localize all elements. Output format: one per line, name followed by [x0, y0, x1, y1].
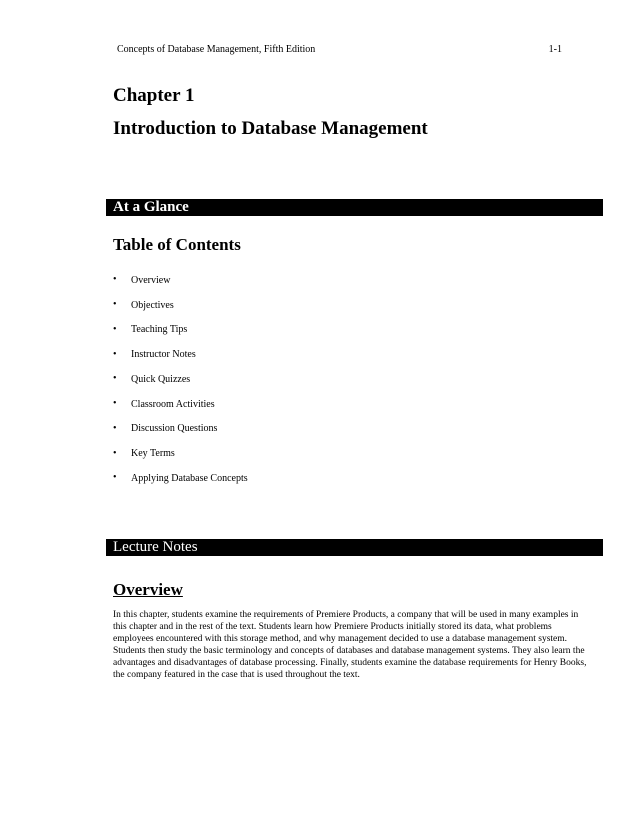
running-header [117, 44, 562, 56]
chapter-title: Introduction to Database Management [113, 118, 428, 139]
toc-item-label: Discussion Questions [131, 423, 218, 435]
toc-item-label: Objectives [131, 299, 174, 311]
bullet-icon: • [113, 299, 117, 311]
toc-list [113, 268, 248, 491]
toc-item-teaching-tips [113, 318, 248, 343]
toc-item-key-terms [113, 441, 248, 466]
overview-paragraph: In this chapter, students examine the requirements of Premiere Products, a company that will be used in many examples in this chapter and in the rest of the text. Students learn how Premiere Products initially stored its data, what problems employees encountered with this storage method, and why management decided to use a database management system. Students then study the basic terminology and concepts of databases and database management systems. They also learn the advantages and disadvantages of database processing. Finally, students examine the database requirements for Henry Books, the company featured in the case that is used throughout the text. [113, 610, 587, 680]
toc-heading: Table of Contents [113, 235, 241, 254]
toc-item-overview [113, 268, 248, 293]
toc-item-label: Classroom Activities [131, 398, 215, 410]
bullet-icon: • [113, 348, 117, 360]
toc-item-quick-quizzes [113, 367, 248, 392]
toc-item-discussion-questions [113, 417, 248, 442]
bullet-icon: • [113, 323, 117, 335]
toc-item-label: Applying Database Concepts [131, 472, 248, 484]
toc-item-label: Quick Quizzes [131, 373, 191, 385]
toc-item-objectives [113, 293, 248, 318]
toc-item-label: Instructor Notes [131, 349, 196, 361]
page-number: 1-1 [548, 44, 562, 55]
bullet-icon: • [113, 373, 117, 385]
bullet-icon: • [113, 274, 117, 286]
lecture-notes-bar: Lecture Notes [106, 539, 603, 556]
bullet-icon: • [113, 422, 117, 434]
toc-item-classroom-activities [113, 392, 248, 417]
overview-heading: Overview [113, 580, 183, 599]
bullet-icon: • [113, 447, 117, 459]
bullet-icon: • [113, 472, 117, 484]
toc-item-label: Teaching Tips [131, 324, 188, 336]
chapter-number: Chapter 1 [113, 85, 195, 106]
toc-item-label: Overview [131, 274, 171, 286]
toc-item-applying-database-concepts [113, 466, 248, 491]
toc-item-label: Key Terms [131, 448, 175, 460]
toc-item-instructor-notes [113, 342, 248, 367]
at-a-glance-bar: At a Glance [106, 199, 603, 216]
bullet-icon: • [113, 398, 117, 410]
book-title: Concepts of Database Management, Fifth Edition [117, 44, 316, 55]
